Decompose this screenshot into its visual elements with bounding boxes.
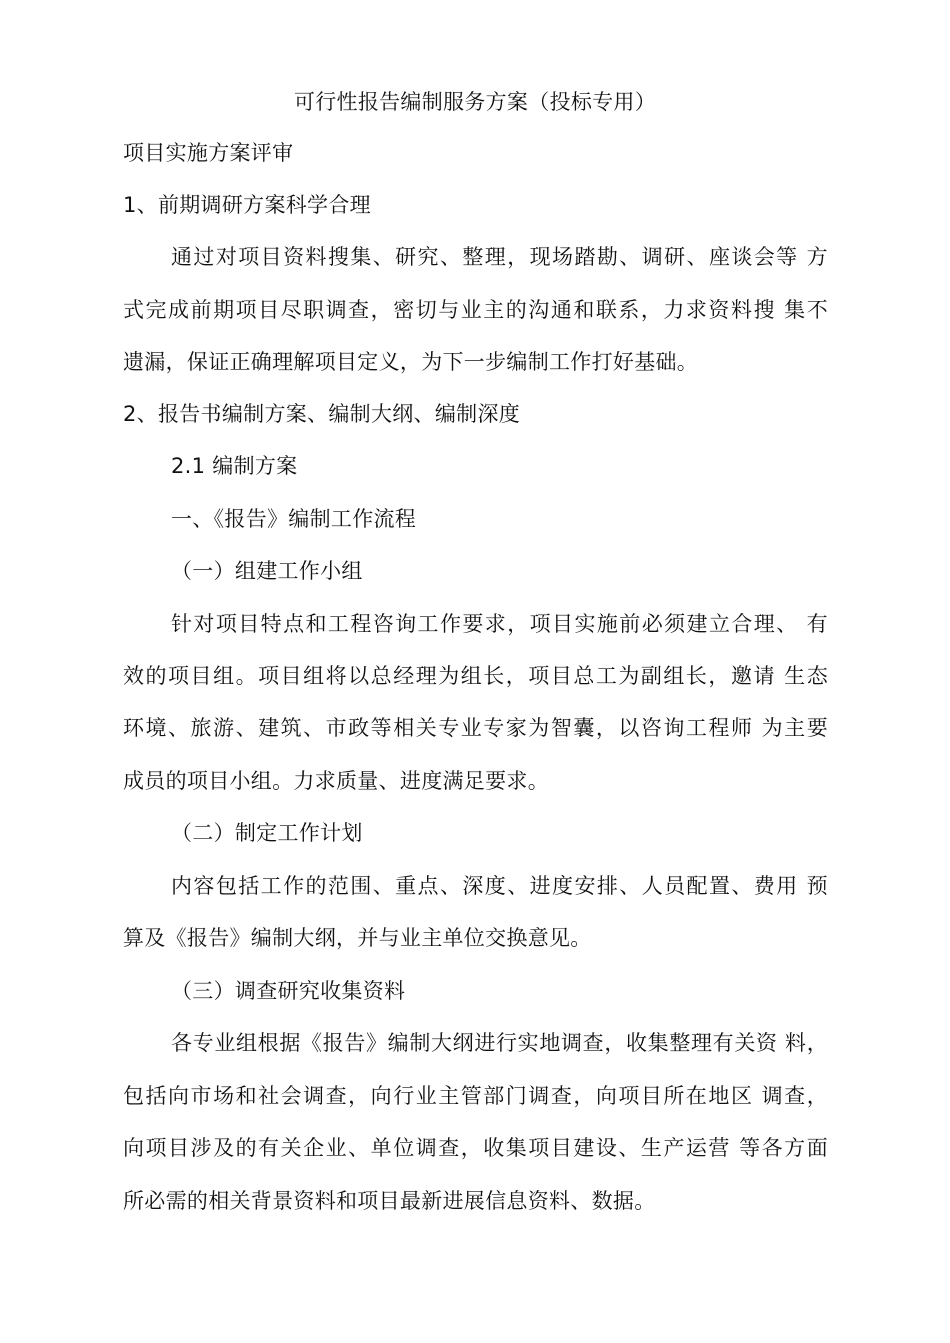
heading-main: 项目实施方案评审 — [123, 141, 294, 165]
sub2-para-line: 内容包括工作的范围、重点、深度、进度安排、人员配置、费用 预 — [171, 874, 828, 898]
sub1-para-line: 针对项目特点和工程咨询工作要求，项目实施前必须建立合理、 有 — [171, 612, 828, 636]
sub3-para-line: 所必需的相关背景资料和项目最新进展信息资料、数据。 — [123, 1189, 656, 1213]
sub1-para-line: 成员的项目小组。力求质量、进度满足要求。 — [123, 769, 549, 793]
section1-para-line: 通过对项目资料搜集、研究、整理，现场踏勘、调研、座谈会等 方 — [171, 245, 828, 269]
sub3-heading: （三）调查研究收集资料 — [171, 979, 406, 1003]
section2-1-heading: 2.1 编制方案 — [171, 454, 298, 478]
sub1-para-line: 环境、旅游、建筑、市政等相关专业专家为智囊，以咨询工程师 为主要 — [123, 716, 828, 740]
section1-para-line: 遗漏，保证正确理解项目定义，为下一步编制工作打好基础。 — [123, 350, 699, 374]
sub2-para-line: 算及《报告》编制大纲，并与业主单位交换意见。 — [123, 926, 592, 950]
sub3-para-line: 包括向市场和社会调查，向行业主管部门调查，向项目所在地区 调查， — [123, 1084, 828, 1108]
flow-heading: 一、《报告》编制工作流程 — [171, 507, 417, 531]
section2-heading: 2、报告书编制方案、编制大纲、编制深度 — [123, 402, 521, 426]
section1-para-line: 式完成前期项目尽职调查，密切与业主的沟通和联系，力求资料搜 集不 — [123, 298, 828, 322]
section1-heading: 1、前期调研方案科学合理 — [123, 193, 371, 217]
document-title: 可行性报告编制服务方案（投标专用） — [293, 90, 657, 114]
sub1-para-line: 效的项目组。项目组将以总经理为组长，项目总工为副组长，邀请 生态 — [123, 664, 828, 688]
sub1-heading: （一）组建工作小组 — [171, 559, 363, 583]
sub2-heading: （二）制定工作计划 — [171, 821, 363, 845]
sub3-para-line: 向项目涉及的有关企业、单位调查，收集项目建设、生产运营 等各方面 — [123, 1136, 828, 1160]
sub3-para-line: 各专业组根据《报告》编制大纲进行实地调查，收集整理有关资 料， — [171, 1031, 828, 1055]
